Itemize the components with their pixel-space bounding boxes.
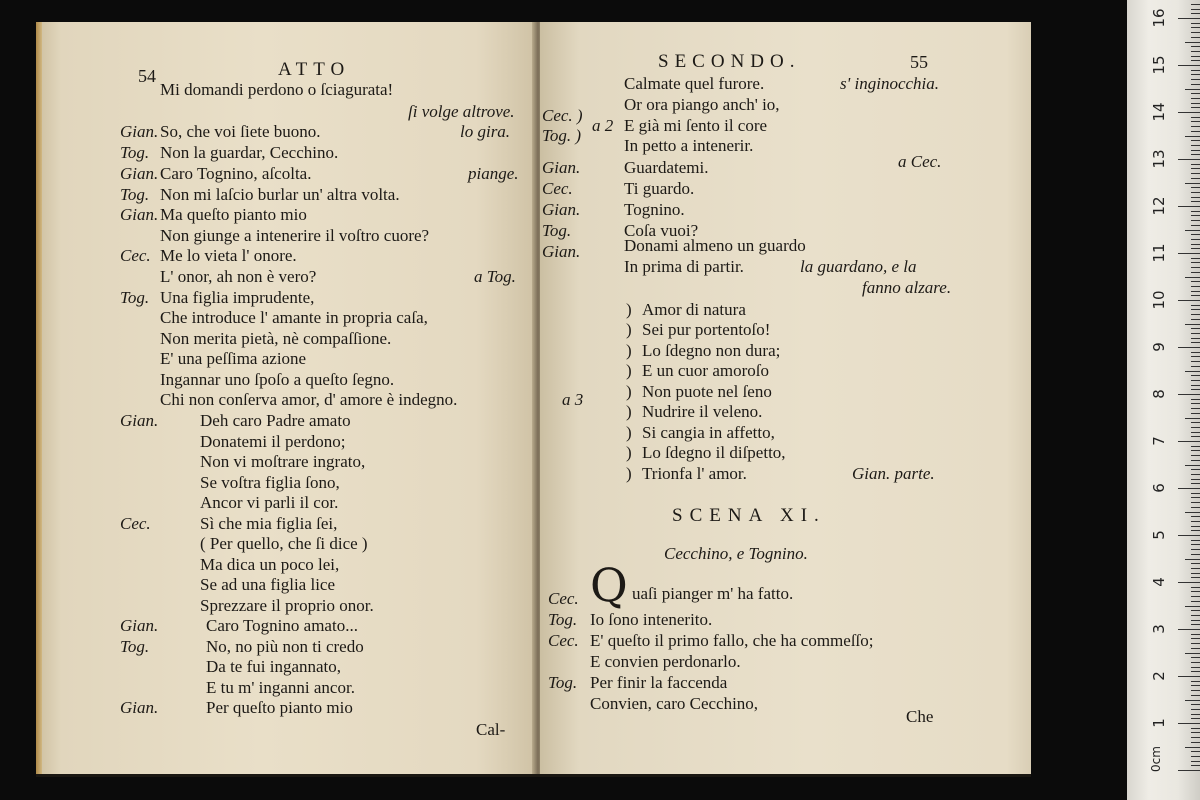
ruler-tick <box>1185 324 1200 325</box>
ruler-tick <box>1191 596 1200 597</box>
ruler-tick <box>1178 676 1200 677</box>
ruler-tick <box>1191 648 1200 649</box>
ruler-tick <box>1191 168 1200 169</box>
verse-line: Ma queſto pianto mio <box>160 205 307 224</box>
ruler-tick <box>1191 408 1200 409</box>
ruler-tick <box>1191 319 1200 320</box>
ruler-tick <box>1191 201 1200 202</box>
ruler-tick <box>1178 770 1200 771</box>
speaker-label: Tog. <box>542 221 572 240</box>
ruler-tick <box>1191 497 1200 498</box>
ruler-tick <box>1191 671 1200 672</box>
ruler-tick <box>1191 530 1200 531</box>
brace-mark: ) <box>626 423 632 442</box>
ruler-tick <box>1178 535 1200 536</box>
ruler-tick <box>1191 450 1200 451</box>
ruler-tick <box>1191 121 1200 122</box>
ruler-tick <box>1191 107 1200 108</box>
ruler-tick <box>1191 140 1200 141</box>
ruler-tick <box>1191 154 1200 155</box>
ruler-tick <box>1191 638 1200 639</box>
ruler-tick <box>1191 540 1200 541</box>
stage-direction: piange. <box>468 164 519 183</box>
ruler-label: 10 <box>1150 290 1168 310</box>
ruler-tick <box>1191 32 1200 33</box>
ruler-tick <box>1191 422 1200 423</box>
verse-line: In petto a intenerir. <box>624 136 754 155</box>
verse-line: Ancor vi parli il cor. <box>200 493 339 512</box>
ruler-tick <box>1191 291 1200 292</box>
verse-line: Caro Tognino amato... <box>206 616 358 635</box>
ruler-tick <box>1185 183 1200 184</box>
verse-line: Non vi moſtrare ingrato, <box>200 452 366 471</box>
ruler-label: 11 <box>1150 243 1168 263</box>
ruler-tick <box>1185 559 1200 560</box>
ruler-tick <box>1191 516 1200 517</box>
ruler-tick <box>1185 277 1200 278</box>
ruler-tick <box>1191 385 1200 386</box>
ruler-tick <box>1185 371 1200 372</box>
stage-direction: ſi volge altrove. <box>408 102 515 121</box>
ruler-tick <box>1191 483 1200 484</box>
ruler-tick <box>1185 465 1200 466</box>
ruler-tick <box>1191 178 1200 179</box>
verse-line: Non la guardar, Cecchino. <box>160 143 339 162</box>
verse-line: Donatemi il perdono; <box>200 432 346 451</box>
verse-line: E' una peſſima azione <box>160 349 307 368</box>
ruler-label: 3 <box>1150 624 1168 634</box>
speaker-label: Cec. <box>548 589 579 608</box>
verse-line: Non mi laſcio burlar un' altra volta. <box>160 185 400 204</box>
ruler-label: 9 <box>1150 342 1168 352</box>
ruler-tick <box>1191 225 1200 226</box>
ruler-tick <box>1185 747 1200 748</box>
brace-mark: ) <box>626 382 632 401</box>
ruler-tick <box>1191 37 1200 38</box>
verse-line: Lo ſdegno non dura; <box>642 341 781 360</box>
verse-line: Convien, caro Cecchino, <box>590 694 759 713</box>
left-page <box>36 22 536 774</box>
ruler-tick <box>1191 737 1200 738</box>
ruler-tick <box>1191 244 1200 245</box>
brace-mark: ) <box>626 443 632 462</box>
ruler-tick <box>1191 46 1200 47</box>
ruler-tick <box>1191 23 1200 24</box>
ruler-tick <box>1191 197 1200 198</box>
speaker-label: Gian. <box>542 158 581 177</box>
measurement-ruler <box>1127 0 1200 800</box>
ruler-label: 14 <box>1150 102 1168 122</box>
ruler-tick <box>1191 709 1200 710</box>
verse-line: ( Per quello, che ſi dice ) <box>200 534 368 553</box>
ruler-label: 2 <box>1150 671 1168 681</box>
verse-line: Tognino. <box>624 200 685 219</box>
verse-line: Sì che mia figlia ſei, <box>200 514 338 533</box>
verse-line: L' onor, ah non è vero? <box>160 267 317 286</box>
ruler-label: 15 <box>1150 55 1168 75</box>
drop-cap: Q <box>590 558 628 612</box>
ruler-label: 8 <box>1150 389 1168 399</box>
ruler-tick <box>1191 695 1200 696</box>
verse-line: E convien perdonarlo. <box>590 652 741 671</box>
speaker-label: Tog. <box>120 637 150 656</box>
ruler-tick <box>1191 103 1200 104</box>
speaker-label: Gian. <box>120 616 159 635</box>
ruler-tick <box>1191 4 1200 5</box>
ruler-tick <box>1191 460 1200 461</box>
speaker-label: Gian. <box>542 200 581 219</box>
ruler-tick <box>1191 60 1200 61</box>
right-page <box>540 22 1031 774</box>
ruler-tick <box>1191 568 1200 569</box>
ruler-tick <box>1191 248 1200 249</box>
page-number: 54 <box>138 66 156 86</box>
ruler-tick <box>1191 93 1200 94</box>
ruler-tick <box>1191 342 1200 343</box>
verse-line: Se ad una figlia lice <box>200 575 336 594</box>
stage-direction: la guardano, e la <box>800 257 917 276</box>
speaker-label: Gian. <box>120 205 159 224</box>
stage-direction: Gian. parte. <box>852 464 935 483</box>
ruler-tick <box>1191 742 1200 743</box>
speaker-label: Gian. <box>120 411 159 430</box>
verse-line: Donami almeno un guardo <box>624 236 806 255</box>
ruler-tick <box>1185 700 1200 701</box>
ruler-label: 13 <box>1150 149 1168 169</box>
ruler-tick <box>1191 309 1200 310</box>
ruler-tick <box>1191 211 1200 212</box>
open-book <box>36 22 1031 777</box>
ruler-tick <box>1178 488 1200 489</box>
ruler-label: 6 <box>1150 483 1168 493</box>
verse-line: Da te fui ingannato, <box>206 657 342 676</box>
ruler-tick <box>1191 366 1200 367</box>
scene-title: SCENA XI. <box>672 505 826 526</box>
verse-line: Calmate quel furore. <box>624 74 765 93</box>
verse-line: Ingannar uno ſpoſo a queſto ſegno. <box>160 370 395 389</box>
ruler-tick <box>1191 714 1200 715</box>
ruler-tick <box>1191 620 1200 621</box>
ruler-tick <box>1191 281 1200 282</box>
running-head: SECONDO. <box>658 51 801 72</box>
verse-line: Sprezzare il proprio onor. <box>200 596 374 615</box>
brace-mark: ) <box>626 402 632 421</box>
ruler-tick <box>1191 117 1200 118</box>
verse-line: Ti guardo. <box>624 179 695 198</box>
ruler-tick <box>1191 314 1200 315</box>
ruler-label: 5 <box>1150 530 1168 540</box>
duet-label: a 2 <box>592 116 614 135</box>
ruler-unit: 0cm <box>1148 746 1163 772</box>
verse-line: Mi domandi perdono o ſciagurata! <box>160 80 394 99</box>
ruler-tick <box>1191 455 1200 456</box>
speaker-label: Gian. <box>120 164 159 183</box>
stage-direction: a Tog. <box>474 267 516 286</box>
speaker-label: Gian. <box>542 242 581 261</box>
ruler-tick <box>1178 441 1200 442</box>
ruler-tick <box>1178 112 1200 113</box>
ruler-tick <box>1191 521 1200 522</box>
ruler-tick <box>1185 606 1200 607</box>
ruler-tick <box>1191 389 1200 390</box>
verse-line: Una figlia imprudente, <box>160 288 315 307</box>
ruler-tick <box>1191 756 1200 757</box>
ruler-tick <box>1191 432 1200 433</box>
ruler-tick <box>1191 9 1200 10</box>
ruler-tick <box>1191 690 1200 691</box>
ruler-tick <box>1191 577 1200 578</box>
ruler-tick <box>1191 704 1200 705</box>
ruler-tick <box>1191 380 1200 381</box>
verse-line: Che introduce l' amante in propria caſa, <box>160 308 428 327</box>
brace-mark: ) <box>626 361 632 380</box>
ruler-tick <box>1191 131 1200 132</box>
ruler-tick <box>1178 18 1200 19</box>
ruler-tick <box>1191 544 1200 545</box>
verse-line: E un cuor amoroſo <box>642 361 769 380</box>
ruler-tick <box>1191 728 1200 729</box>
ruler-tick <box>1191 507 1200 508</box>
ruler-tick <box>1191 74 1200 75</box>
verse-line: E già mi ſento il core <box>624 116 768 135</box>
speaker-label: Tog. <box>548 610 578 629</box>
ruler-tick <box>1191 591 1200 592</box>
stage-direction: lo gira. <box>460 122 511 141</box>
ruler-tick <box>1185 653 1200 654</box>
ruler-tick <box>1191 192 1200 193</box>
ruler-tick <box>1191 150 1200 151</box>
ruler-tick <box>1185 89 1200 90</box>
ruler-tick <box>1191 615 1200 616</box>
ruler-tick <box>1191 56 1200 57</box>
ruler-tick <box>1191 234 1200 235</box>
speaker-label: Cec. <box>120 246 151 265</box>
ruler-tick <box>1191 98 1200 99</box>
ruler-tick <box>1178 394 1200 395</box>
ruler-tick <box>1191 657 1200 658</box>
ruler-tick <box>1191 79 1200 80</box>
ruler-tick <box>1191 84 1200 85</box>
ruler-tick <box>1191 399 1200 400</box>
verse-line: Amor di natura <box>642 300 746 319</box>
verse-line: uaſi pianger m' ha fatto. <box>632 584 794 603</box>
ruler-tick <box>1191 356 1200 357</box>
ruler-tick <box>1178 159 1200 160</box>
ruler-tick <box>1185 136 1200 137</box>
ruler-tick <box>1185 230 1200 231</box>
ruler-tick <box>1191 295 1200 296</box>
ruler-tick <box>1191 27 1200 28</box>
catchword: Cal- <box>476 720 506 739</box>
ruler-label: 1 <box>1150 718 1168 728</box>
speaker-label: Cec. <box>542 179 573 198</box>
verse-line: Trionfa l' amor. <box>642 464 747 483</box>
ruler-tick <box>1191 187 1200 188</box>
ruler-tick <box>1191 601 1200 602</box>
speaker-label: Cec. ) <box>542 106 583 125</box>
ruler-tick <box>1185 42 1200 43</box>
ruler-tick <box>1178 300 1200 301</box>
ruler-tick <box>1191 164 1200 165</box>
verse-line: Non giunge a intenerire il voſtro cuore? <box>160 226 430 245</box>
brace-mark: ) <box>626 300 632 319</box>
ruler-tick <box>1191 305 1200 306</box>
ruler-tick <box>1191 375 1200 376</box>
ruler-tick <box>1191 436 1200 437</box>
ruler-tick <box>1191 573 1200 574</box>
ruler-tick <box>1191 549 1200 550</box>
ruler-tick <box>1191 643 1200 644</box>
ruler-tick <box>1191 446 1200 447</box>
ruler-tick <box>1191 667 1200 668</box>
verse-line: Me lo vieta l' onore. <box>160 246 297 265</box>
speaker-label: Tog. ) <box>542 126 582 145</box>
trio-label: a 3 <box>562 390 584 409</box>
ruler-tick <box>1191 427 1200 428</box>
speaker-label: Cec. <box>548 631 579 650</box>
verse-line: E tu m' inganni ancor. <box>206 678 355 697</box>
ruler-tick <box>1191 563 1200 564</box>
ruler-tick <box>1191 761 1200 762</box>
ruler-tick <box>1191 145 1200 146</box>
ruler-tick <box>1191 718 1200 719</box>
running-head: ATTO <box>278 59 351 80</box>
catchword: Che <box>906 707 934 726</box>
ruler-tick <box>1191 479 1200 480</box>
ruler-tick <box>1191 587 1200 588</box>
page-edge <box>36 22 42 774</box>
ruler-tick <box>1191 634 1200 635</box>
ruler-tick <box>1191 220 1200 221</box>
ruler-tick <box>1185 418 1200 419</box>
ruler-tick <box>1191 502 1200 503</box>
ruler-tick <box>1178 65 1200 66</box>
verse-line: Non puote nel ſeno <box>642 382 772 401</box>
ruler-tick <box>1191 681 1200 682</box>
verse-line: So, che voi ſiete buono. <box>160 122 321 141</box>
ruler-label: 7 <box>1150 436 1168 446</box>
ruler-tick <box>1191 258 1200 259</box>
ruler-tick <box>1191 333 1200 334</box>
ruler-tick <box>1191 239 1200 240</box>
ruler-tick <box>1191 624 1200 625</box>
verse-line: Per finir la faccenda <box>590 673 728 692</box>
verse-line: Sei pur portentoſo! <box>642 320 771 339</box>
ruler-tick <box>1191 286 1200 287</box>
verse-line: Lo ſdegno il diſpetto, <box>642 443 786 462</box>
ruler-tick <box>1191 526 1200 527</box>
speaker-label: Cec. <box>120 514 151 533</box>
speaker-label: Tog. <box>120 288 150 307</box>
ruler-tick <box>1191 51 1200 52</box>
ruler-tick <box>1191 554 1200 555</box>
verse-line: Ma dica un poco lei, <box>200 555 340 574</box>
stage-direction: a Cec. <box>898 152 942 171</box>
ruler-tick <box>1178 206 1200 207</box>
ruler-tick <box>1191 403 1200 404</box>
verse-line: Per queſto pianto mio <box>206 698 353 717</box>
ruler-tick <box>1178 723 1200 724</box>
ruler-tick <box>1178 253 1200 254</box>
brace-mark: ) <box>626 464 632 483</box>
speaker-label: Gian. <box>120 122 159 141</box>
ruler-tick <box>1191 338 1200 339</box>
brace-mark: ) <box>626 341 632 360</box>
ruler-tick <box>1191 70 1200 71</box>
verse-line: Si cangia in affetto, <box>642 423 775 442</box>
verse-line: Se voſtra figlia ſono, <box>200 473 340 492</box>
ruler-tick <box>1191 469 1200 470</box>
ruler-tick <box>1191 765 1200 766</box>
ruler-tick <box>1191 126 1200 127</box>
ruler-tick <box>1191 493 1200 494</box>
ruler-tick <box>1191 732 1200 733</box>
verse-line: Non merita pietà, nè compaſſione. <box>160 329 392 348</box>
ruler-tick <box>1178 347 1200 348</box>
ruler-tick <box>1191 662 1200 663</box>
ruler-label: 12 <box>1150 196 1168 216</box>
verse-line: Caro Tognino, aſcolta. <box>160 164 312 183</box>
ruler-tick <box>1185 512 1200 513</box>
ruler-tick <box>1191 413 1200 414</box>
verse-line: E' queſto il primo fallo, che ha commeſſo; <box>590 631 874 650</box>
ruler-tick <box>1191 215 1200 216</box>
verse-line: Coſa vuoi? <box>624 221 699 240</box>
ruler-tick <box>1191 13 1200 14</box>
ruler-tick <box>1191 474 1200 475</box>
speaker-label: Tog. <box>120 143 150 162</box>
ruler-tick <box>1191 262 1200 263</box>
ruler-tick <box>1178 582 1200 583</box>
ruler-tick <box>1191 361 1200 362</box>
verse-line: Io ſono intenerito. <box>590 610 713 629</box>
ruler-tick <box>1191 267 1200 268</box>
verse-line: Or ora piango anch' io, <box>624 95 780 114</box>
verse-line: Guardatemi. <box>624 158 709 177</box>
ruler-tick <box>1178 629 1200 630</box>
ruler-tick <box>1191 173 1200 174</box>
ruler-tick <box>1191 751 1200 752</box>
brace-mark: ) <box>626 320 632 339</box>
ruler-tick <box>1191 352 1200 353</box>
ruler-tick <box>1191 272 1200 273</box>
ruler-tick <box>1191 685 1200 686</box>
scene-characters: Cecchino, e Tognino. <box>664 544 808 563</box>
verse-line: Nudrire il veleno. <box>642 402 763 421</box>
speaker-label: Tog. <box>548 673 578 692</box>
verse-line: No, no più non ti credo <box>206 637 364 656</box>
stage-direction: s' inginocchia. <box>840 74 940 93</box>
ruler-tick <box>1191 328 1200 329</box>
stage-direction: fanno alzare. <box>862 278 952 297</box>
verse-line: In prima di partir. <box>624 257 744 276</box>
ruler-label: 16 <box>1150 8 1168 28</box>
speaker-label: Tog. <box>120 185 150 204</box>
verse-line: Chi non conſerva amor, d' amore è indegno. <box>160 390 458 409</box>
page-number: 55 <box>910 52 928 72</box>
ruler-tick <box>1191 610 1200 611</box>
verse-line: Deh caro Padre amato <box>200 411 351 430</box>
ruler-label: 4 <box>1150 577 1168 587</box>
speaker-label: Gian. <box>120 698 159 717</box>
